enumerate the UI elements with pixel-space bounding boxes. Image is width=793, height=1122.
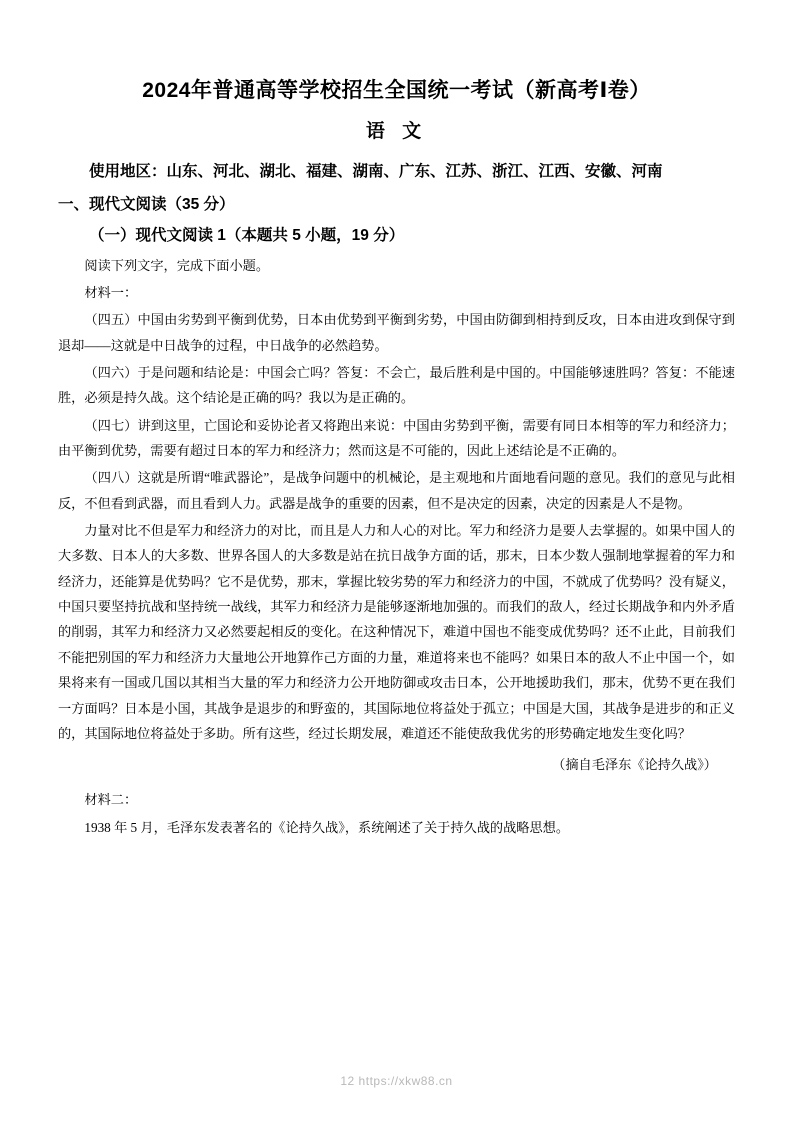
material-two-label: 材料二：: [84, 792, 138, 808]
material-one-label: 材料一：: [84, 285, 138, 301]
body-paragraph: （四八）这就是所谓“唯武器论”，是战争问题中的机械论，是主观地和片面地看问题的意见。我们的意见与此相反，不但看到武器，而且看到人力。武器是战争的重要的因素，但不是决定的因素，决定的因素是人不是物。: [58, 470, 735, 511]
page-watermark: 12 https://xkw88.cn: [340, 1074, 453, 1088]
body-paragraph: 力量对比不但是军力和经济力的对比，而且是人力和人心的对比。军力和经济力是要人去掌握的。如果中国人的大多数、日本人的大多数、世界各国人的大多数是站在抗日战争方面的话，那末，日本少数人强制地掌握着的军力和经济力，还能算是优势吗？它不是优势，那末，掌握比较劣势的军力和经济力的中国，不就成了优势吗？没有疑义，中国只要坚持抗战和坚持统一战线，其军力和经济力是能够逐渐地加强的。而我们的敌人，经过长期战争和内外矛盾的削弱，其军力和经济力又必然要起相反的变化。在这种情况下，难道中国也不能变成优势吗？还不止此，目前我们不能把别国的军力和经济力大量地公开地算作己方面的力量，难道将来也不能吗？如果日本的敌人不止中国一个，如果将来有一国或几国以其相当大量的军力和经济力公开地防御或攻击日本，公开地援助我们，那末，优势不更在我们一方面吗？日本是小国，其战争是退步的和野蛮的，其国际地位将益处于孤立；中国是大国，其战争是进步的和正义的，其国际地位将益处于多助。所有这些，经过长期发展，难道还不能使敌我优劣的形势确定地发生变化吗？: [58, 523, 735, 741]
body-paragraph: （四五）中国由劣势到平衡到优势，日本由优势到平衡到劣势，中国由防御到相持到反攻，日本由进攻到保守到退却——这就是中日战争的过程，中日战争的必然趋势。: [58, 312, 735, 353]
source-attribution: （摘自毛泽东《论持久战》）: [552, 757, 717, 773]
body-paragraph: 1938 年 5 月，毛泽东发表著名的《论持久战》，系统阐述了关于持久战的战略思想。: [84, 819, 570, 835]
body-paragraph: （四七）讲到这里，亡国论和妥协论者又将跑出来说：中国由劣势到平衡，需要有同日本相等的军力和经济力；由平衡到优势，需要有超过日本的军力和经济力；然而这是不可能的，因此上述结论是不正确的。: [58, 417, 735, 459]
body-paragraph: （四六）于是问题和结论是：中国会亡吗？答复：不会亡，最后胜利是中国的。中国能够速胜吗？答复：不能速胜，必须是持久战。这个结论是正确的吗？我以为是正确的。: [58, 365, 735, 406]
subject-title: 语 文: [365, 121, 428, 142]
subsection-heading-one: （一）现代文阅读 1（本题共 5 小题，19 分）: [89, 227, 405, 245]
page-title: 2024年普通高等学校招生全国统一考试（新高考Ⅰ卷）: [142, 79, 651, 102]
instruction-text: 阅读下列文字，完成下面小题。: [84, 257, 270, 273]
section-heading-one: 一、现代文阅读（35 分）: [58, 196, 235, 214]
region-line: 使用地区：山东、河北、湖北、福建、湖南、广东、江苏、浙江、江西、安徽、河南: [89, 163, 663, 180]
